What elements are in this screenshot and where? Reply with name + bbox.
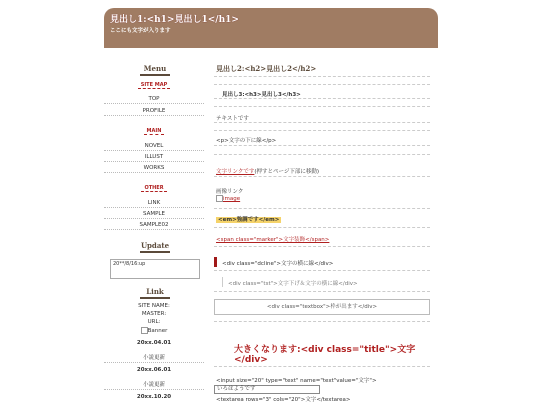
- nav-link-top[interactable]: TOP: [104, 96, 204, 104]
- site-tagline: ここにも文字が入ります: [110, 28, 171, 34]
- nav-link-profile[interactable]: PROFILE: [104, 108, 204, 116]
- main-h2: 見出し2:<h2>見出し2</h2>: [216, 64, 317, 73]
- update-heading: Update: [140, 241, 170, 250]
- title-text: 大きくなります:<div class="title">文字</div>: [234, 345, 416, 365]
- divider: [214, 106, 430, 107]
- divider: [214, 145, 430, 146]
- dcline-text: <div class="dcline">文字の横に線</div>: [222, 261, 334, 267]
- divider: [214, 270, 430, 271]
- image-link[interactable]: image: [216, 195, 240, 202]
- anchor-line: [216, 167, 319, 175]
- nav-link-link[interactable]: LINK: [104, 200, 204, 208]
- nav-link-sample02[interactable]: SAMPLE02: [104, 222, 204, 230]
- image-label: 画像リンク: [216, 189, 244, 195]
- textbox: <div class="textbox">枠が出ます</div>: [214, 299, 430, 315]
- news-text: 小説更新: [104, 353, 204, 363]
- link-master: MASTER:: [141, 311, 167, 317]
- anchor-note: (押すとページ下部に移動): [254, 169, 320, 175]
- divider: [214, 130, 430, 131]
- nav-link-works[interactable]: WORKS: [104, 165, 204, 173]
- main-label: MAIN: [104, 128, 204, 134]
- menu-heading: Menu: [140, 64, 170, 75]
- em-text: <em>強調です</em>: [218, 217, 280, 223]
- divider: [214, 246, 430, 247]
- link-divider: [140, 297, 170, 299]
- site-title: 見出し1:<h1>見出し1</h1>: [110, 15, 239, 25]
- textarea-code: <textarea rows="3" cols="20">文字</textarea>: [216, 397, 351, 403]
- main-h3: 見出し3:<h3>見出し3</h3>: [222, 92, 301, 98]
- nav-link-illust[interactable]: ILLUST: [104, 154, 204, 162]
- divider: [214, 291, 430, 292]
- news-text: 小説更新: [104, 380, 204, 390]
- plain-text: テキストです: [216, 116, 249, 122]
- divider: [214, 154, 430, 155]
- text-input[interactable]: いろはようです: [214, 385, 320, 394]
- banner-image[interactable]: Banner: [104, 327, 204, 334]
- nav-link-novel[interactable]: NOVEL: [104, 143, 204, 151]
- divider: [214, 366, 430, 367]
- news-date: 20xx.10.20: [136, 394, 172, 400]
- tst-line: [222, 277, 223, 287]
- nav-link-sample[interactable]: SAMPLE: [104, 211, 204, 219]
- update-textarea[interactable]: 20**/8/16:up: [110, 259, 200, 279]
- link-heading: Link: [140, 287, 170, 298]
- divider: [214, 98, 430, 99]
- marker-text: <span class="marker">文字装飾</span>: [216, 237, 330, 243]
- p-text: <p>文字の下に線</p>: [216, 138, 277, 144]
- divider: [214, 208, 430, 209]
- update-divider: [140, 251, 170, 253]
- site-map-label: SITE MAP: [104, 82, 204, 88]
- tst-text: <div class="tst">文字下げ＆文字の横に線</div>: [228, 281, 358, 287]
- other-label: OTHER: [104, 185, 204, 191]
- divider: [214, 76, 430, 77]
- divider: [214, 176, 430, 177]
- link-site-name: SITE NAME:: [138, 303, 170, 309]
- anchor-link[interactable]: 文字リンクです: [216, 169, 255, 175]
- link-url: URL:: [147, 319, 161, 325]
- news-date: 20xx.04.01: [136, 340, 172, 346]
- divider: [214, 227, 430, 228]
- input-code: <input size="20" type="text" name="text"value="文字">: [216, 378, 377, 384]
- news-date: 20xx.06.01: [136, 367, 172, 373]
- divider: [214, 84, 430, 85]
- dcline-bar: [214, 257, 217, 267]
- menu-divider: [140, 74, 170, 76]
- divider: [214, 122, 430, 123]
- divider: [214, 321, 430, 322]
